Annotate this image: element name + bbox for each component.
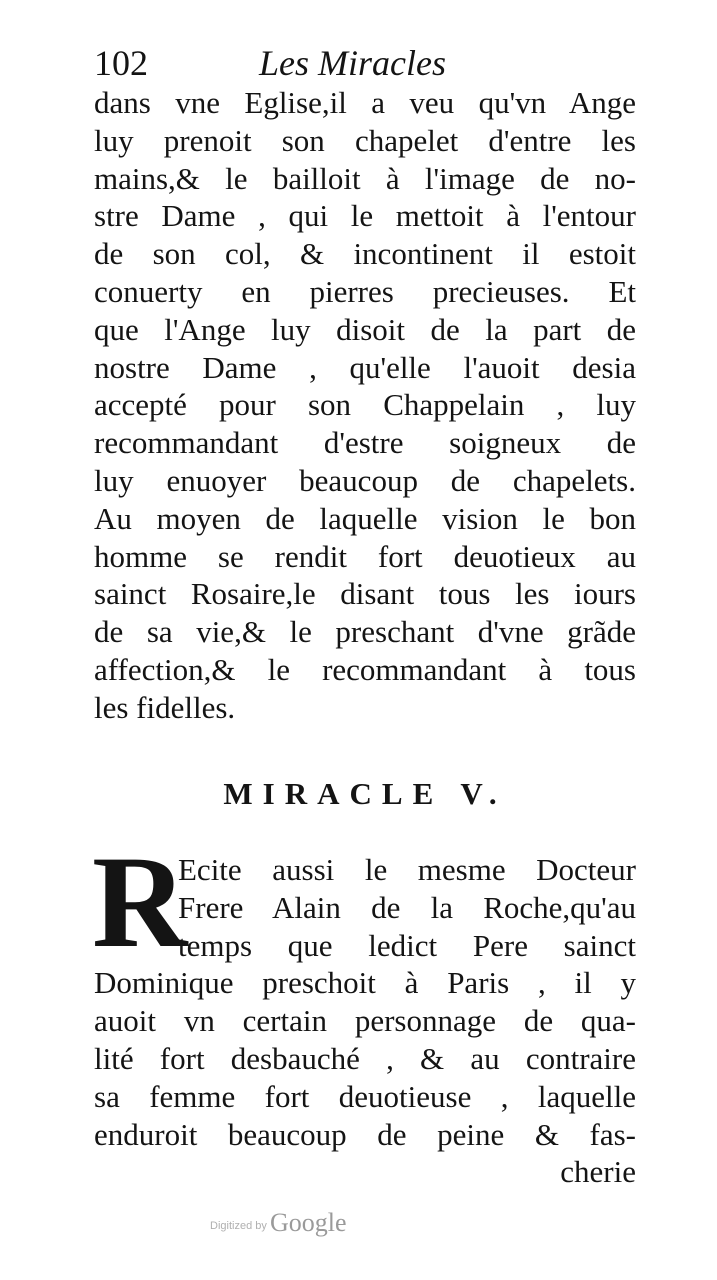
page-header bbox=[94, 38, 639, 88]
section-heading: MIRACLE V. bbox=[223, 776, 507, 811]
miracle-paragraph bbox=[94, 851, 636, 1191]
drop-cap: R bbox=[92, 828, 188, 975]
text-line: que l'Ange luy disoit de la part de bbox=[94, 311, 636, 347]
text-line: luy prenoit son chapelet d'entre les bbox=[94, 122, 636, 158]
text-line: temps que ledict Pere sainct bbox=[178, 927, 636, 963]
text-line: recommandant d'estre soigneux de bbox=[94, 425, 636, 461]
digitized-label: Digitized by bbox=[210, 1220, 267, 1232]
text-line: mains,& le bailloit à l'image de no- bbox=[94, 160, 636, 196]
digitized-watermark bbox=[210, 1208, 510, 1244]
text-line: affection,& le recommandant à tous bbox=[94, 651, 636, 687]
text-line: stre Dame , qui le mettoit à l'entour bbox=[94, 198, 636, 234]
google-logo: Google bbox=[270, 1208, 347, 1237]
text-line: nostre Dame , qu'elle l'auoit desia bbox=[94, 349, 636, 385]
text-line: Frere Alain de la Roche,qu'au bbox=[178, 889, 636, 925]
text-line: enduroit beaucoup de peine & fas- bbox=[94, 1116, 636, 1152]
text-line: luy enuoyer beaucoup de chapelets. bbox=[94, 462, 636, 498]
text-line: dans vne Eglise,il a veu qu'vn Ange bbox=[94, 85, 636, 120]
text-line: de sa vie,& le preschant d'vne grãde bbox=[94, 614, 636, 650]
text-line: conuerty en pierres precieuses. Et bbox=[94, 273, 636, 309]
text-line: lité fort desbauché , & au contraire bbox=[94, 1040, 636, 1076]
text-line: sa femme fort deuotieuse , laquelle bbox=[94, 1078, 636, 1114]
text-line: Au moyen de laquelle vision le bon bbox=[94, 500, 636, 536]
text-line: les fidelles. bbox=[94, 689, 236, 725]
text-line: accepté pour son Chappelain , luy bbox=[94, 387, 636, 423]
text-line: auoit vn certain personnage de qua- bbox=[94, 1003, 636, 1039]
running-head: Les Miracles bbox=[259, 43, 446, 83]
text-line: Ecite aussi le mesme Docteur bbox=[178, 852, 636, 887]
page-number: 102 bbox=[94, 43, 148, 83]
text-line: de son col, & incontinent il estoit bbox=[94, 236, 636, 272]
text-line: homme se rendit fort deuotieux au bbox=[94, 538, 636, 574]
text-line: Dominique preschoit à Paris , il y bbox=[94, 965, 636, 1001]
text-line: cherie bbox=[560, 1154, 636, 1190]
paragraph-one bbox=[94, 84, 636, 727]
text-line: sainct Rosaire,le disant tous les iours bbox=[94, 576, 636, 612]
